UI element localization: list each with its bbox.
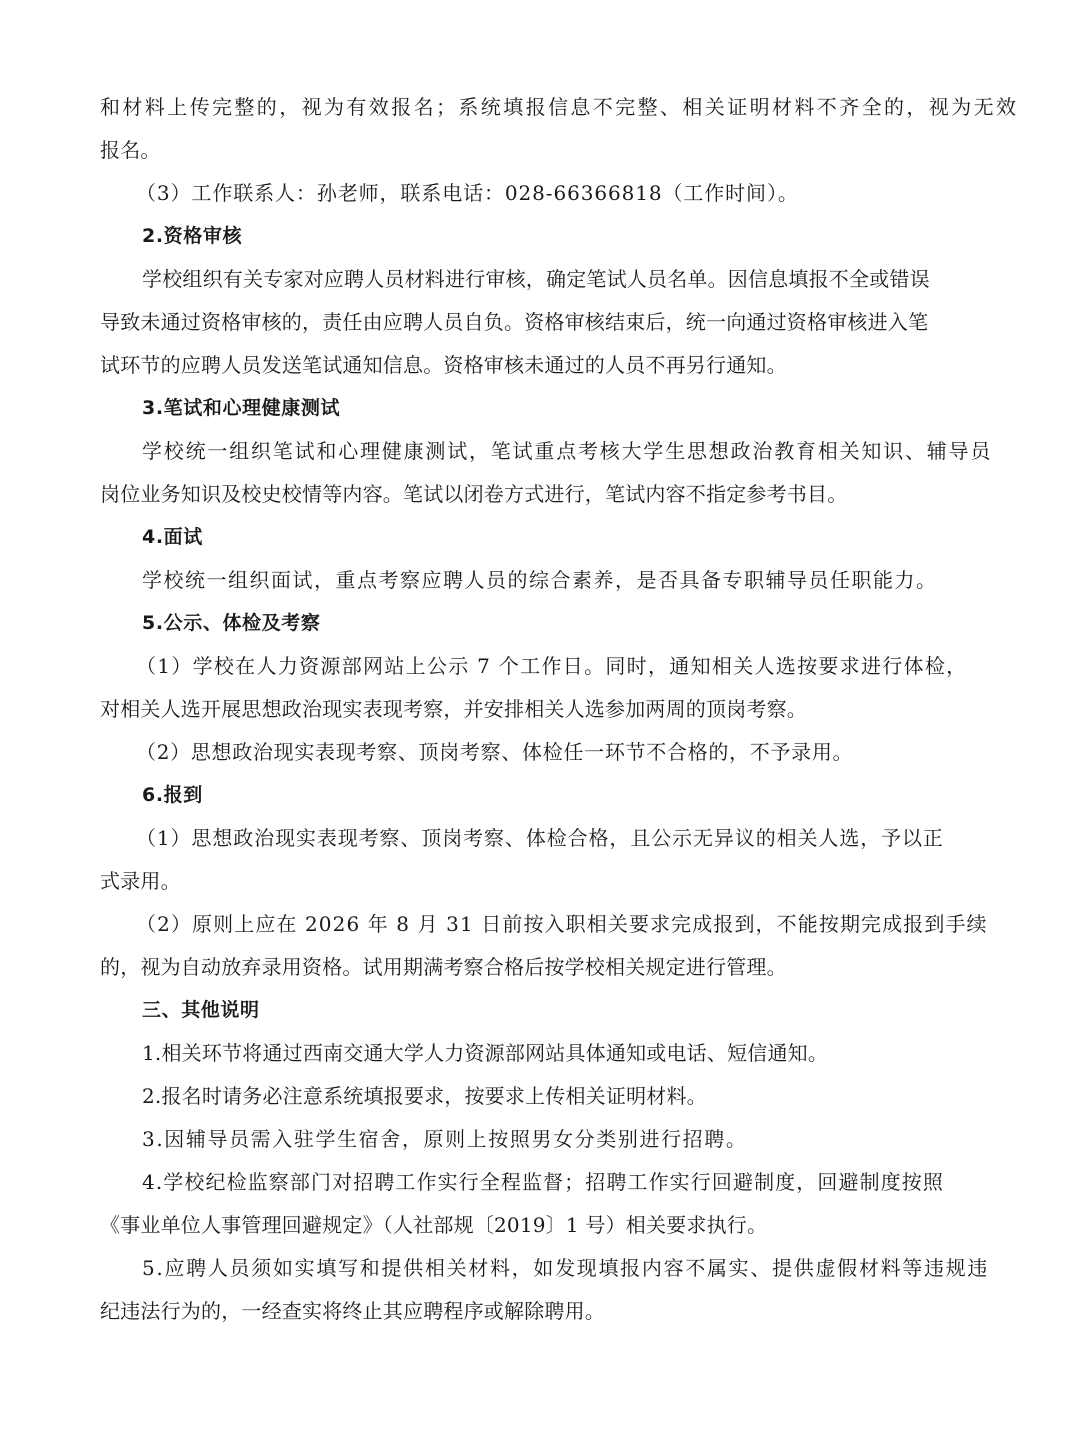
paragraph-line: 的，视为自动放弃录用资格。试用期满考察合格后按学校相关规定进行管理。 [100,955,787,979]
paragraph-line: 纪违法行为的，一经查实将终止其应聘程序或解除聘用。 [100,1299,605,1323]
document-page [100,86,1019,1333]
paragraph-line: 学校统一组织笔试和心理健康测试，笔试重点考核大学生思想政治教育相关知识、辅导员 [142,439,993,463]
paragraph-line: 导致未通过资格审核的，责任由应聘人员自负。资格审核结束后，统一向通过资格审核进入笔 [100,310,929,334]
paragraph-line: 报名。 [100,138,161,162]
paragraph-line: （3）工作联系人：孙老师，联系电话：028-66366818（工作时间）。 [136,181,799,205]
paragraph-line: 对相关人选开展思想政治现实表现考察，并安排相关人选参加两周的顶岗考察。 [100,697,807,721]
paragraph-line: 试环节的应聘人员发送笔试通知信息。资格审核未通过的人员不再另行通知。 [100,353,787,377]
list-item: 3.因辅导员需入驻学生宿舍，原则上按照男女分类别进行招聘。 [142,1127,748,1151]
section-heading: 三、其他说明 [142,999,260,1021]
list-item: 2.报名时请务必注意系统填报要求，按要求上传相关证明材料。 [142,1084,707,1108]
section-heading: 6.报到 [142,784,203,806]
paragraph-line: 式录用。 [100,869,181,893]
paragraph-line: （1）思想政治现实表现考察、顶岗考察、体检合格，且公示无异议的相关人选，予以正 [136,826,944,850]
list-item: 1.相关环节将通过西南交通大学人力资源部网站具体通知或电话、短信通知。 [142,1041,829,1065]
section-heading: 5.公示、体检及考察 [142,612,321,634]
list-item: 4.学校纪检监察部门对招聘工作实行全程监督；招聘工作实行回避制度，回避制度按照 [142,1170,944,1194]
paragraph-line: （2）思想政治现实表现考察、顶岗考察、体检任一环节不合格的，不予录用。 [136,740,854,764]
section-heading: 2.资格审核 [142,225,243,247]
list-item: 5.应聘人员须如实填写和提供相关材料，如发现填报内容不属实、提供虚假材料等违规违 [142,1256,990,1280]
paragraph-line: 岗位业务知识及校史校情等内容。笔试以闭卷方式进行，笔试内容不指定参考书目。 [100,482,848,506]
paragraph-line: （1）学校在人力资源部网站上公示 7 个工作日。同时，通知相关人选按要求进行体检， [136,654,968,678]
paragraph-line: 和材料上传完整的，视为有效报名；系统填报信息不完整、相关证明材料不齐全的，视为无效 [100,95,1019,119]
section-heading: 3.笔试和心理健康测试 [142,397,341,419]
paragraph-line: 《事业单位人事管理回避规定》（人社部规〔2019〕1 号）相关要求执行。 [100,1213,768,1237]
paragraph-line: （2）原则上应在 2026 年 8 月 31 日前按入职相关要求完成报到，不能按期完成报到手续 [136,912,988,936]
paragraph-line: 学校统一组织面试，重点考察应聘人员的综合素养，是否具备专职辅导员任职能力。 [142,568,938,592]
paragraph-line: 学校组织有关专家对应聘人员材料进行审核，确定笔试人员名单。因信息填报不全或错误 [142,267,930,291]
section-heading: 4.面试 [142,526,203,548]
